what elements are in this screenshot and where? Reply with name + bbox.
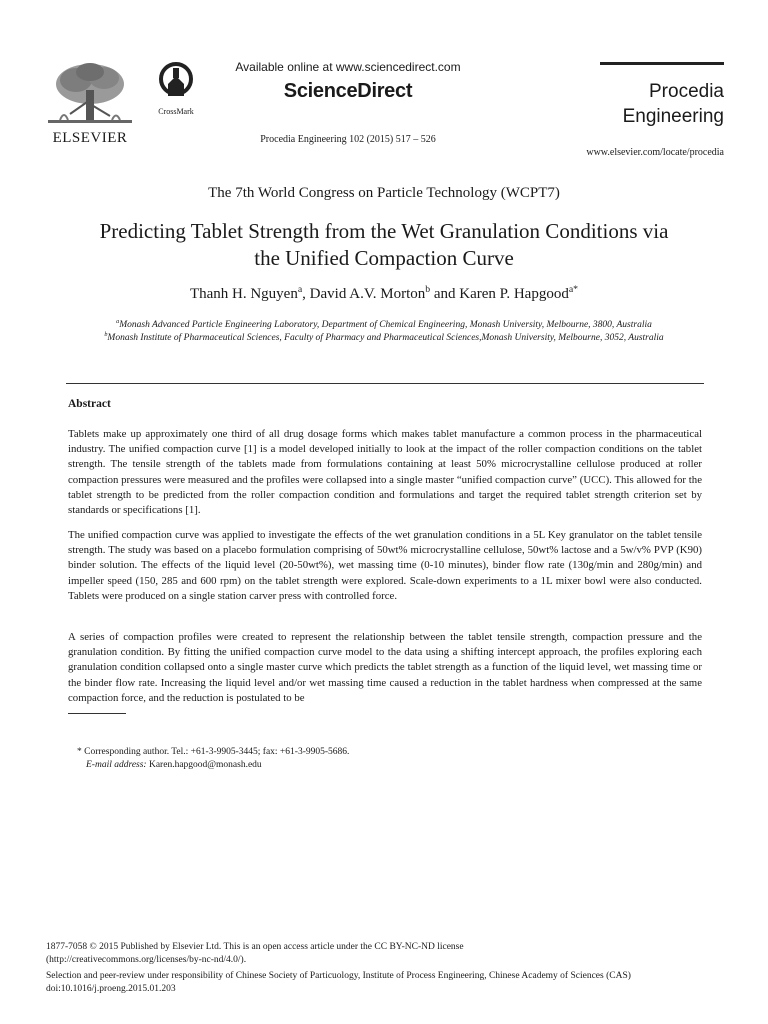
abstract-paragraph: A series of compaction profiles were created to represent the relationship between the tablet tensile strength, compaction pressure and the granulation condition. By fitting the unified compaction curve model to the data using a shifting intercept approach, the profiles exploring each granulation condition collapsed onto a single master curve which predicts the tablet strength as a function of the liquid level, wet massing time or the binder flow rate. Increasing the liquid level and/or wet massing time caused a reduction in the tablet hardness when compressed at the same compaction force, and the reduction is postulated to be (68, 631, 702, 704)
conference-name: The 7th World Congress on Particle Technology (WCPT7) (208, 185, 560, 201)
affiliation-text: Monash Institute of Pharmaceutical Sciences, Faculty of Pharmacy and Pharmaceutical Sciences,Monash University, Melbourne, 3052, Australia (107, 333, 664, 343)
email-line (86, 759, 262, 772)
journal-url[interactable]: www.elsevier.com/locate/procedia (586, 147, 724, 158)
journal-brand (600, 62, 724, 135)
elsevier-tree-icon (40, 60, 140, 130)
elsevier-logo (40, 60, 140, 148)
copyright-line: 1877-7058 © 2015 Published by Elsevier Ltd. This is an open access article under the CC BY-NC-ND license (46, 942, 464, 952)
section-divider (66, 383, 704, 384)
email-address[interactable]: Karen.hapgood@monash.edu (148, 760, 262, 770)
author-name: Thanh H. Nguyen (189, 286, 298, 302)
author-affil-mark: a (297, 284, 303, 295)
author-affil-mark: a* (568, 284, 579, 295)
paper-title (40, 218, 728, 272)
corresponding-author-note: * Corresponding author. Tel.: +61-3-9905-3445; fax: +61-3-9905-5686. (77, 747, 350, 757)
sciencedirect-logo[interactable]: ScienceDirect (283, 80, 413, 102)
crossmark-badge[interactable] (152, 62, 200, 116)
crossmark-label: CrossMark (158, 107, 194, 116)
author-name: Karen P. Hapgood (459, 286, 569, 302)
publisher-name: ELSEVIER (52, 130, 128, 146)
crossmark-icon (159, 62, 193, 100)
doi[interactable]: doi:10.1016/j.proeng.2015.01.203 (46, 984, 176, 994)
email-label: E-mail address: (86, 760, 147, 770)
abstract-heading: Abstract (68, 398, 111, 410)
author-affil-mark: b (425, 284, 431, 295)
license-link[interactable]: (http://creativecommons.org/licenses/by-nc-nd/4.0/). (46, 955, 247, 965)
affiliation (70, 332, 698, 345)
footnote-divider (68, 713, 126, 714)
affiliation-text: Monash Advanced Particle Engineering Laboratory, Department of Chemical Engineering, Monash University, Melbourne, 3800, Australia (119, 320, 652, 330)
author-list (0, 286, 768, 303)
paper-title-line2: the Unified Compaction Curve (254, 246, 514, 270)
affiliation (70, 319, 698, 332)
abstract-paragraph: Tablets make up approximately one third of all drug dosage forms which makes tablet manufacture a common process in the pharmaceutical industry. The unified compaction curve [1] is a model developed initially to look at the impact of the roller compaction conditions on the tablet strength. The tensile strength of the tablets made from formulations containing at least 50% microcrystalline cellulose produced at roller compaction pressures were measured and the profiles were collapsed into a single master “unified compaction curve” (UCC). This allowed for the tablet strength to be predicted from the roller compaction condition and formulations and target the required tablet strength criterion set by standards or specifications [1]. (68, 428, 702, 517)
author-separator: , (302, 286, 310, 302)
journal-brand-line2: Engineering (622, 106, 724, 127)
available-online-text: Available online at www.sciencedirect.com (235, 60, 461, 74)
author-name: David A.V. Morton (309, 286, 426, 302)
journal-brand-line1: Procedia (649, 81, 724, 102)
author-separator: and (430, 286, 460, 302)
paper-title-line1: Predicting Tablet Strength from the Wet Granulation Conditions via (99, 219, 669, 243)
abstract-paragraph: The unified compaction curve was applied to investigate the effects of the wet granulation conditions in a 5L Key granulator on the tablet tensile strength. The study was based on a placebo formulation comprising of 50wt% microcrystalline cellulose, 50wt% lactose and a 5w/v% PVP (K90) binder solution. The effects of the liquid level (20-50wt%), wet massing time (0-10 minutes), binder flow rate (130g/min and 280g/min) and impeller speed (150, 285 and 600 rpm) on the tablet strength were explored. Scale-down experiments to a 1L mixer bowl were also conducted. Tablets were produced on a single station carver press with controlled force. (68, 529, 702, 602)
journal-reference: Procedia Engineering 102 (2015) 517 – 526 (260, 134, 436, 145)
affiliation-mark: b (104, 331, 108, 338)
peer-review-statement: Selection and peer-review under responsibility of Chinese Society of Particuology, Institute of Process Engineering, Chinese Academy of Sciences (CAS) (46, 971, 631, 981)
affiliation-mark: a (116, 318, 120, 325)
